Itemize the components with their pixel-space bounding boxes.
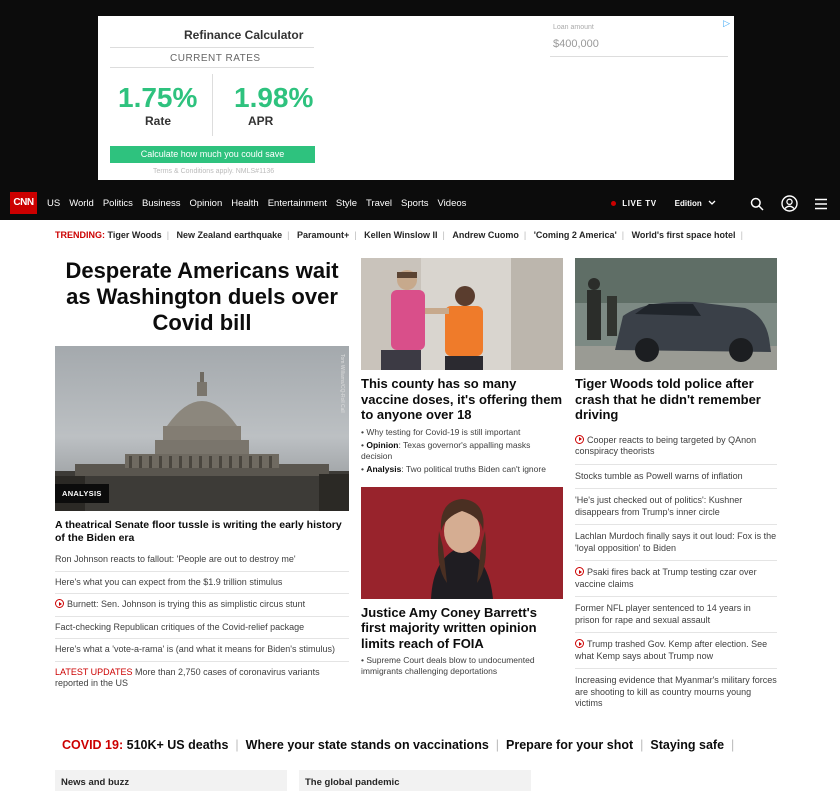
section-header-global-pandemic: The global pandemic [299, 770, 531, 791]
middle-column [361, 258, 563, 677]
trending-item[interactable]: Kellen Winslow II [364, 230, 438, 240]
tiger-woods-headline[interactable]: Tiger Woods told police after crash that he didn't remember driving [575, 376, 761, 422]
analysis-badge: ANALYSIS [55, 484, 109, 503]
ad-loan-input[interactable]: $400,000 [553, 38, 599, 50]
nav-link-style[interactable]: Style [335, 198, 357, 209]
bullet-item[interactable]: • Opinion: Texas governor's appalling masks decision [361, 439, 531, 461]
right-column [575, 258, 777, 716]
covid-staying-safe-link[interactable]: Staying safe [650, 738, 725, 752]
bullet-text: • Why testing for Covid-19 is still important [361, 426, 521, 437]
ad-fine-print: Terms & Conditions apply. NMLS#1136 [153, 168, 275, 175]
nav-right [611, 187, 830, 220]
list-item[interactable] [55, 594, 349, 617]
bullet-label: Analysis [366, 463, 402, 474]
adchoices-icon[interactable]: ▷ [723, 18, 730, 28]
list-item[interactable] [55, 572, 349, 595]
edition-menu[interactable] [675, 199, 716, 208]
section-header-news-buzz: News and buzz [55, 770, 287, 791]
live-dot-icon [611, 201, 616, 206]
bullet-text: : Texas governor's appalling masks decision [361, 439, 531, 461]
related-list [55, 549, 349, 695]
trending-item[interactable]: New Zealand earthquake [176, 230, 283, 240]
bullet-text: : Two political truths Biden can't ignore [401, 463, 546, 474]
list-item-text: Trump trashed Gov. Kemp after election. See what Kemp says about Trump now [575, 639, 768, 661]
crash-image[interactable] [575, 258, 777, 370]
list-item-text: Here's what a 'vote-a-rama' is (and what it means for Biden's stimulus) [55, 644, 335, 654]
vaccine-headline[interactable]: This county has so many vaccine doses, it's offering them to anyone over 18 [361, 376, 563, 422]
ad-rate-value: 1.75% [118, 82, 198, 113]
divider [110, 47, 314, 48]
list-item[interactable] [575, 489, 777, 525]
ad-current-rates: CURRENT RATES [170, 53, 261, 64]
ad-calc-title: Refinance Calculator [184, 28, 304, 42]
covid-vaccinations-link[interactable]: Where your state stands on vaccinations [245, 738, 489, 752]
latest-updates-label: LATEST UPDATES [55, 666, 133, 677]
ad-apr-value: 1.98% [234, 82, 314, 113]
list-item-text: Former NFL player sentenced to 14 years in prison for rape and sexual assault [575, 603, 751, 625]
ad-cta-button[interactable]: Calculate how much you could save [110, 146, 315, 163]
video-play-icon [55, 599, 64, 608]
list-item-text: Fact-checking Republican critiques of the Covid-relief package [55, 621, 305, 632]
nav-link-sports[interactable]: Sports [401, 198, 429, 209]
bullet-label: Opinion [366, 439, 399, 450]
list-item-text: More than 2,750 cases of coronavirus variants reported in the US [55, 666, 320, 688]
barrett-illustration [361, 487, 563, 599]
list-item-text: Burnett: Sen. Johnson is trying this as simplistic circus stunt [67, 599, 306, 609]
nav-link-entertainment[interactable]: Entertainment [267, 198, 327, 209]
covid-bar: COVID 19: 510K+ US deaths | Where your state stands on vaccinations | Prepare for your shot | Staying safe | [62, 738, 735, 752]
photo-credit: Tom Williams/CQ-Roll Call [339, 354, 345, 413]
barrett-image[interactable] [361, 487, 563, 599]
video-play-icon [575, 435, 584, 444]
lead-story-column [55, 258, 349, 695]
nav-link-travel[interactable]: Travel [366, 198, 393, 209]
list-item-text: 'He's just checked out of politics': Kushner disappears from Trump's inner circle [575, 495, 743, 517]
top-nav [0, 187, 840, 220]
nav-link-opinion[interactable]: Opinion [189, 198, 223, 209]
list-item[interactable] [575, 465, 777, 490]
video-play-icon [575, 567, 584, 576]
live-tv-link[interactable] [611, 199, 656, 208]
ad-rate-label: Rate [145, 114, 172, 128]
list-item[interactable] [55, 617, 349, 640]
nav-link-us[interactable]: US [47, 198, 61, 209]
list-item[interactable] [575, 633, 777, 669]
chevron-down-icon [708, 200, 716, 206]
latest-updates-item[interactable] [55, 662, 349, 695]
nav-link-videos[interactable]: Videos [437, 198, 467, 209]
divider [110, 67, 314, 68]
edition-label: Edition [674, 199, 702, 208]
ad-loan-label: Loan amount [553, 24, 594, 31]
nav-link-health[interactable]: Health [231, 198, 259, 209]
list-item[interactable] [575, 669, 777, 716]
vaccine-bullets [361, 427, 563, 475]
nav-link-world[interactable]: World [69, 198, 94, 209]
list-item-text: Lachlan Murdoch finally says it out loud: Fox is the 'loyal opposition' to Biden [575, 531, 777, 553]
list-item[interactable] [55, 549, 349, 572]
list-item-text: Psaki fires back at Trump testing czar over vaccine claims [575, 567, 757, 589]
capitol-image[interactable] [55, 346, 349, 511]
refinance-ad[interactable] [98, 16, 734, 180]
list-item-text: Stocks tumble as Powell warns of inflation [575, 470, 743, 481]
trending-item[interactable]: Paramount+ [296, 230, 350, 240]
barrett-headline[interactable]: Justice Amy Coney Barrett's first majority written opinion limits reach of FOIA [361, 604, 538, 651]
list-item-text: Cooper reacts to being targeted by QAnon conspiracy theorists [575, 434, 757, 456]
nav-links [47, 187, 475, 220]
vaccine-image[interactable] [361, 258, 563, 370]
nav-link-business[interactable]: Business [141, 198, 181, 209]
video-play-icon [575, 639, 584, 648]
trending-bar: TRENDING: Tiger Woods | New Zealand earthquake | Paramount+ | Kellen Winslow II | Andrew Cuomo | 'Coming 2 America' | World's first space hotel | [55, 230, 743, 240]
list-item[interactable] [575, 429, 777, 465]
crash-illustration [575, 258, 777, 370]
ad-banner [0, 0, 840, 187]
covid-prepare-link[interactable]: Prepare for your shot [506, 738, 634, 752]
trending-item[interactable]: 'Coming 2 America' [533, 230, 617, 240]
covid-deaths-link[interactable]: 510K+ US deaths [123, 738, 229, 752]
cnn-logo[interactable]: CNN [10, 192, 37, 214]
list-item[interactable] [575, 525, 777, 561]
nav-link-politics[interactable]: Politics [102, 198, 133, 209]
bullet-item[interactable]: • Analysis: Two political truths Biden can't ignore [361, 463, 546, 474]
list-item-text: Ron Johnson reacts to fallout: 'People are out to destroy me' [55, 554, 296, 564]
live-tv-label: LIVE TV [622, 199, 657, 208]
bullet-item[interactable] [361, 655, 563, 677]
bullet-item[interactable] [361, 427, 563, 438]
right-list [575, 429, 777, 716]
trending-item[interactable]: Tiger Woods [107, 230, 162, 240]
account-icon[interactable] [780, 195, 798, 213]
list-item[interactable] [575, 561, 777, 597]
list-item-text: Here's what you can expect from the $1.9 trillion stimulus [55, 576, 283, 587]
ad-apr-label: APR [248, 114, 274, 128]
sub-headline[interactable]: A theatrical Senate floor tussle is writing the early history of the Biden era [55, 519, 342, 544]
trending-item[interactable]: Andrew Cuomo [452, 230, 519, 240]
divider [212, 74, 213, 136]
vaccine-illustration [361, 258, 563, 370]
menu-icon[interactable] [812, 195, 830, 213]
bullet-text: • Supreme Court deals blow to undocumented immigrants challenging deportations [361, 655, 535, 676]
lead-headline[interactable]: Desperate Americans wait as Washington duels over Covid bill [65, 258, 339, 335]
list-item[interactable] [55, 639, 349, 662]
list-item[interactable] [575, 597, 777, 633]
covid-label: COVID 19: [62, 738, 124, 752]
search-icon[interactable] [748, 195, 766, 213]
trending-item[interactable]: World's first space hotel [631, 230, 736, 240]
list-item-text: Increasing evidence that Myanmar's military forces are shooting to kill as country mourns young victims [575, 675, 777, 708]
barrett-bullets [361, 655, 563, 677]
trending-label: TRENDING: [55, 230, 105, 240]
divider [550, 56, 728, 57]
